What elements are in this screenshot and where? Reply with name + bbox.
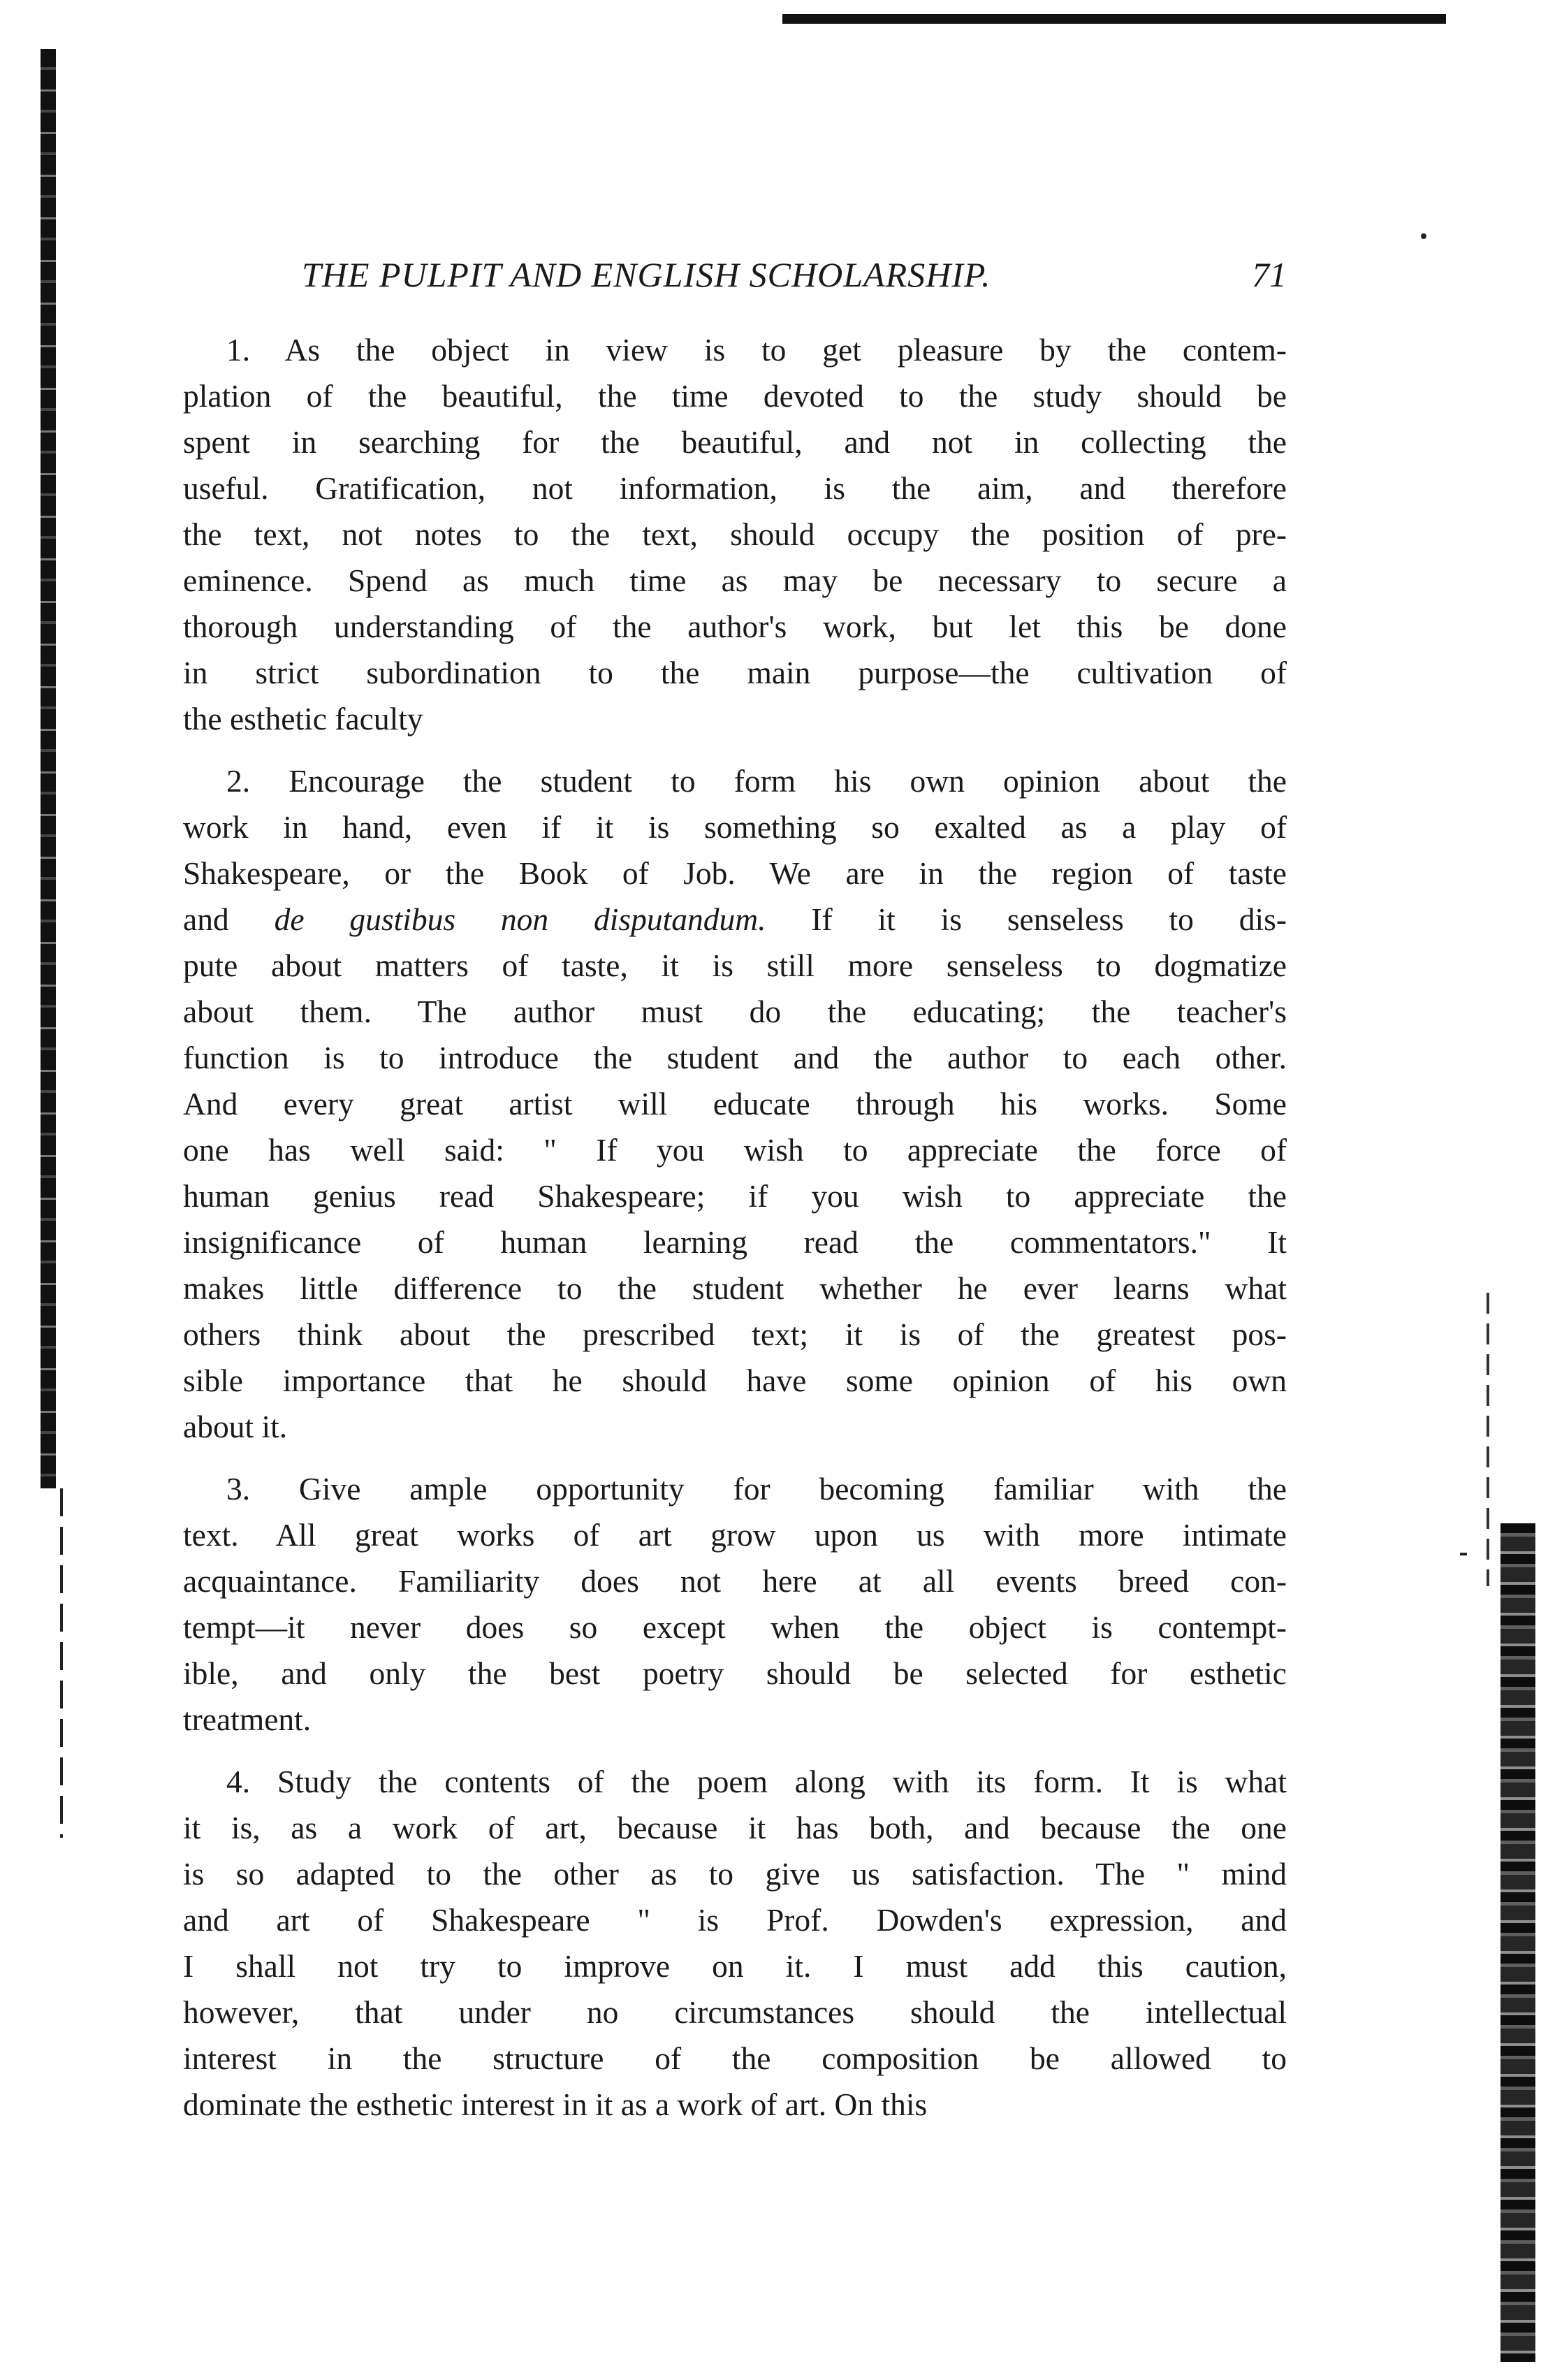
text-line: 4. Study the contents of the poem along with its form. It is what (226, 1764, 1287, 1799)
text-line (183, 897, 1287, 943)
text-line: about it. (183, 1409, 288, 1444)
paragraph (183, 1466, 1287, 1743)
text-line: plation of the beautiful, the time devoted to the study should be (183, 378, 1287, 414)
text-line: I shall not try to improve on it. I must add this caution, (183, 1948, 1287, 1984)
text-line: Shakespeare, or the Book of Job. We are in the region of taste (183, 855, 1287, 891)
text-run: and (183, 901, 275, 937)
text-line: ible, and only the best poetry should be selected for esthetic (183, 1655, 1287, 1691)
running-title: THE PULPIT AND ENGLISH SCHOLARSHIP. (302, 255, 991, 294)
text-line: eminence. Spend as much time as may be necessary to secure a (183, 563, 1287, 598)
text-line: useful. Gratification, not information, is the aim, and therefore (183, 470, 1287, 506)
text-line: one has well said: " If you wish to appreciate the force of (183, 1132, 1287, 1168)
text-line: text. All great works of art grow upon us with more intimate (183, 1517, 1287, 1553)
text-line: thorough understanding of the author's work, but let this be done (183, 609, 1287, 644)
paragraph (183, 327, 1287, 742)
text-line: in strict subordination to the main purpose—the cultivation of (183, 655, 1287, 690)
text-line: human genius read Shakespeare; if you wish to appreciate the (183, 1178, 1287, 1214)
scan-edge-left (41, 49, 56, 1488)
body-text (183, 327, 1287, 2144)
text-run: If it is senseless to dis- (766, 901, 1287, 937)
latin-phrase: de gustibus non disputandum. (274, 901, 766, 937)
text-line: insignificance of human learning read the commentators." It (183, 1224, 1287, 1260)
text-line: the esthetic faculty (183, 701, 423, 737)
page-header (183, 254, 1287, 303)
text-line: about them. The author must do the educating; the teacher's (183, 994, 1287, 1029)
text-line: acquaintance. Familiarity does not here at all events breed con- (183, 1563, 1287, 1599)
text-line: and art of Shakespeare " is Prof. Dowden's expression, and (183, 1902, 1287, 1938)
text-line: the text, not notes to the text, should occupy the position of pre- (183, 516, 1287, 552)
text-line: tempt—it never does so except when the object is contempt- (183, 1609, 1287, 1645)
scan-edge-left-thin (60, 1488, 63, 1838)
text-line: function is to introduce the student and the author to each other. (183, 1040, 1287, 1075)
text-line: And every great artist will educate through his works. Some (183, 1086, 1287, 1122)
text-line: 3. Give ample opportunity for becoming familiar with the (226, 1471, 1287, 1507)
page-number: 71 (1252, 255, 1287, 294)
scan-edge-right-thin (1487, 1293, 1489, 1586)
paragraph (183, 758, 1287, 1450)
text-line: dominate the esthetic interest in it as a work of art. On this (183, 2087, 928, 2122)
text-line: spent in searching for the beautiful, and not in collecting the (183, 424, 1287, 460)
text-line: however, that under no circumstances should the intellectual (183, 1994, 1287, 2030)
text-line: treatment. (183, 1701, 312, 1737)
text-line: sible importance that he should have some opinion of his own (183, 1363, 1287, 1398)
scan-speck (1460, 1553, 1467, 1555)
text-line: others think about the prescribed text; it is of the greatest pos- (183, 1316, 1287, 1352)
text-line: 1. As the object in view is to get pleasure by the contem- (226, 332, 1287, 368)
text-line: interest in the structure of the composition be allowed to (183, 2040, 1287, 2076)
text-line: 2. Encourage the student to form his own opinion about the (226, 763, 1287, 799)
text-line: is so adapted to the other as to give us satisfaction. The " mind (183, 1856, 1287, 1892)
scan-edge-top (782, 10, 1446, 24)
text-line: it is, as a work of art, because it has both, and because the one (183, 1810, 1287, 1845)
scan-speck (1421, 233, 1426, 239)
scan-edge-right (1500, 1523, 1535, 2362)
paragraph (183, 1759, 1287, 2128)
text-line: makes little difference to the student whether he ever learns what (183, 1270, 1287, 1306)
text-line: work in hand, even if it is something so exalted as a play of (183, 809, 1287, 845)
text-line: pute about matters of taste, it is still more senseless to dogmatize (183, 948, 1287, 983)
